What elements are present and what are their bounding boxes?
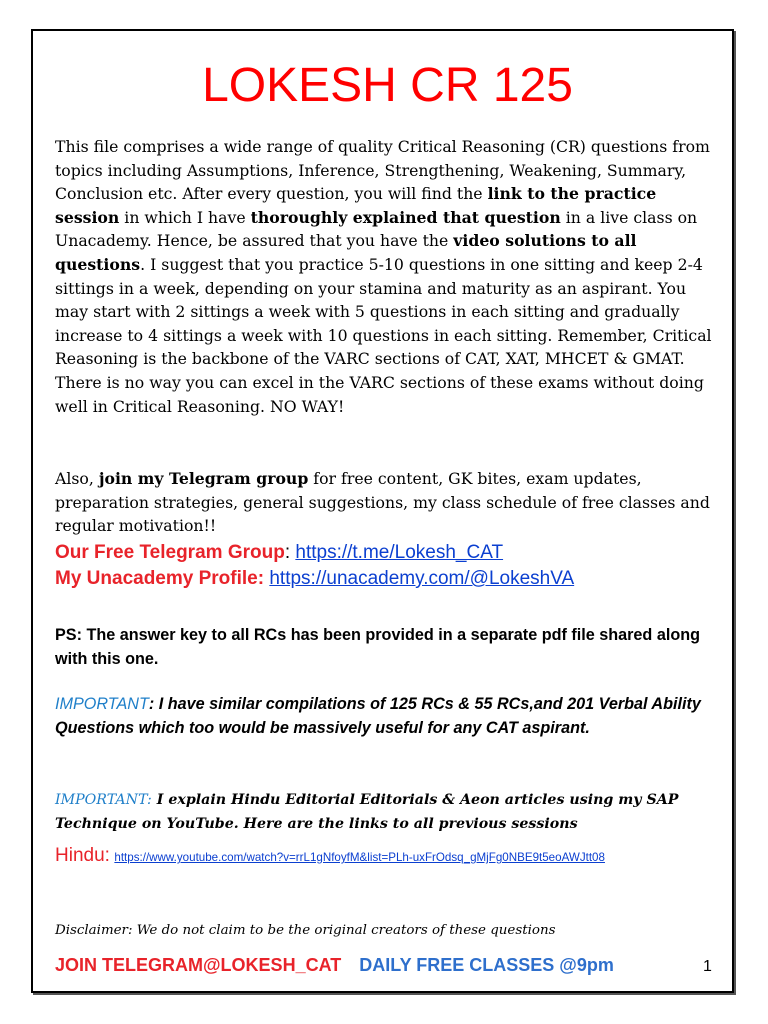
footer-telegram: JOIN TELEGRAM@LOKESH_CAT: [55, 955, 342, 975]
unacademy-link[interactable]: https://unacademy.com/@LokeshVA: [269, 568, 575, 589]
important-note-2: [55, 788, 720, 836]
disclaimer: Disclaimer: We do not claim to be the original creators of these questions: [55, 923, 556, 938]
telegram-text-1: Also,: [55, 469, 99, 488]
footer-classes: DAILY FREE CLASSES @9pm: [359, 955, 614, 975]
unacademy-label: My Unacademy Profile:: [55, 568, 265, 589]
hindu-link[interactable]: https://www.youtube.com/watch?v=rrL1gNfoyfM&list=PLh-uxFrOdsq_gMjFg0NBE9t5eoAWJtt08: [114, 851, 605, 864]
telegram-bold: join my Telegram group: [98, 469, 309, 488]
intro-paragraph: [55, 135, 720, 418]
footer: [55, 955, 720, 976]
important-label-1: IMPORTANT: [55, 695, 149, 713]
hindu-label: Hindu:: [55, 845, 110, 866]
telegram-text-2: for free content, GK bites, exam updates, preparation strategies, general suggestions, my class schedule of free classes and regular motivation!!: [55, 469, 710, 536]
intro-bold-2: thoroughly explained that question: [250, 207, 561, 227]
intro-text-4: . I suggest that you practice 5-10 questions in one sitting and keep 2-4 sittings in a week, depending on your stamina and maturity as an aspirant. You may start with 2 sittings a week with 5 questions in each sitting and gradually increase to 4 sittings a week with 10 questions in each sitting. Remember, Critical Reasoning is the backbone of the VARC sections of CAT, XAT, MHCET & GMAT. There is no way you can excel in the VARC sections of these exams without doing well in Critical Reasoning. NO WAY!: [55, 254, 712, 416]
important-note-1: [55, 692, 720, 740]
page-title: LOKESH CR 125: [202, 59, 573, 112]
important-text-2: I explain Hindu Editorial Editorials & Aeon articles using my SAP Technique on YouTube. Here are the links to all previous sessions: [55, 792, 679, 832]
telegram-label: Our Free Telegram Group: [55, 542, 285, 563]
important-label-2: IMPORTANT:: [55, 792, 152, 808]
telegram-colon: :: [284, 542, 296, 563]
important-text-1: : I have similar compilations of 125 RCs & 55 RCs,and 201 Verbal Ability Questions which too would be massively useful for any CAT aspirant.: [55, 695, 701, 737]
ps-note: PS: The answer key to all RCs has been provided in a separate pdf file shared along with this one.: [55, 626, 700, 668]
page-number: 1: [703, 958, 712, 975]
hindu-link-row: [55, 843, 720, 871]
telegram-link[interactable]: https://t.me/Lokesh_CAT: [295, 542, 504, 563]
intro-text-2: in which I have: [119, 207, 251, 227]
intro-bold-3: video solutions to all questions: [55, 231, 637, 274]
intro-bold-1: link to the practice session: [55, 184, 657, 227]
telegram-link-row: [55, 540, 755, 566]
links-block: [55, 540, 755, 592]
intro-text-3: in a live class on Unacademy. Hence, be assured that you have the: [55, 207, 698, 251]
unacademy-link-row: [55, 566, 755, 592]
intro-text-1: This file comprises a wide range of quality Critical Reasoning (CR) questions from topics including Assumptions, Inference, Strengthening, Weakening, Summary, Conclusion etc. After every question, you will find the: [55, 137, 710, 204]
telegram-paragraph: [55, 467, 720, 538]
